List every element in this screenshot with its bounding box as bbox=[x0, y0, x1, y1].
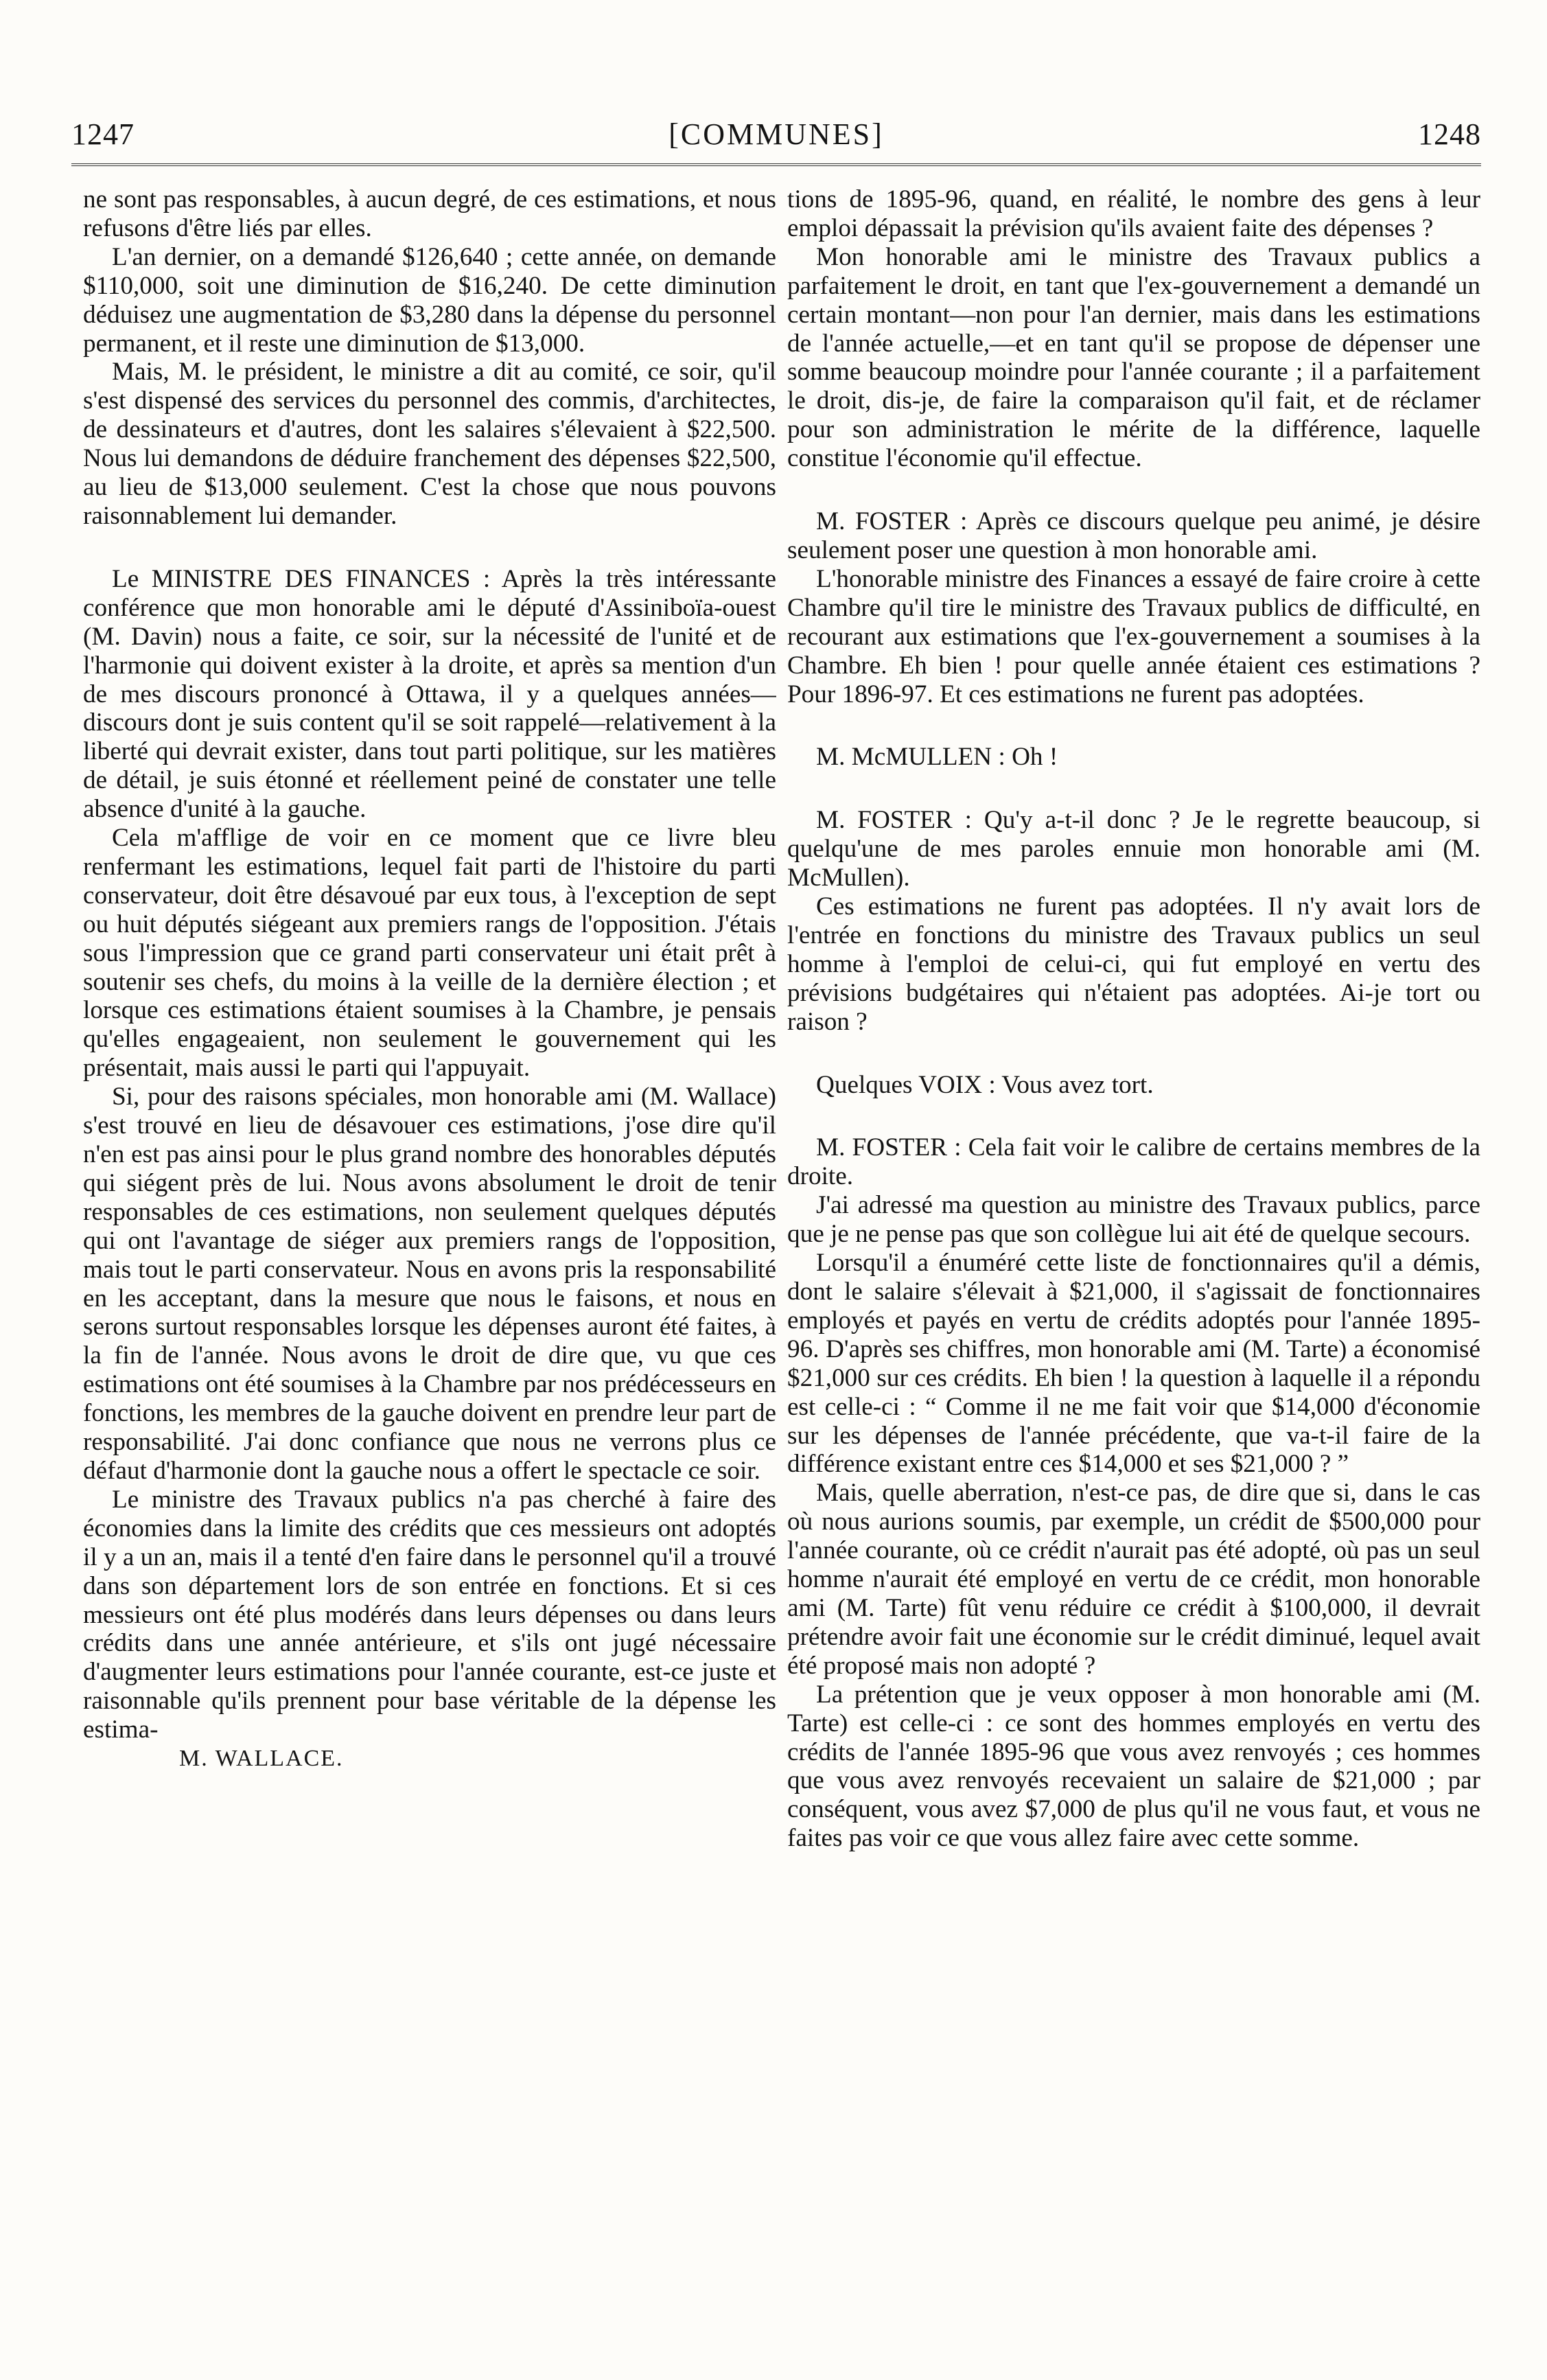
paragraph: La prétention que je veux opposer à mon honorable ami (M. Tarte) est celle-ci : ce sont des hommes employés en vertu des crédits de l'année 1895-96 que vous avez renvoyés ; ces hommes que vous avez renvoyés recevaient un salaire de $21,000 ; par conséquent, vous avez $7,000 de plus qu'il ne vous faut, et vous ne faites pas voir ce que vous allez faire avec cette somme. bbox=[787, 1680, 1480, 1853]
paragraph: M. McMULLEN : Oh ! bbox=[816, 743, 1058, 772]
paragraph: J'ai adressé ma question au ministre des Travaux publics, parce que je ne pense pas que son collègue lui ait été de quelque secours. bbox=[787, 1191, 1480, 1249]
paragraph: M. FOSTER : Cela fait voir le calibre de certains membres de la droite. bbox=[787, 1133, 1480, 1191]
paragraph: Quelques VOIX : Vous avez tort. bbox=[816, 1070, 1154, 1099]
paragraph: Ces estimations ne furent pas adoptées. Il n'y avait lors de l'entrée en fonctions du ministre des Travaux publics un seul homme à l'emploi de celui-ci, qui fut employé en vertu des prévisions budgétaires qui n'étaient pas adoptées. Ai-je tort ou raison ? bbox=[787, 892, 1480, 1036]
header-rule bbox=[71, 163, 1481, 166]
paragraph: Mon honorable ami le ministre des Travaux publics a parfaitement le droit, en tant que l'ex-gouvernement a demandé un certain montant—non pour l'an dernier, mais dans les estimations de l'année actuelle,—et en tant qu'il se propose de dépenser une somme beaucoup moindre pour l'année courante ; il a parfaitement le droit, dis-je, de faire la comparaison qu'il fait, et de réclamer pour son administration le mérite de la différence, laquelle constitue l'économie qu'il effectue. bbox=[787, 242, 1480, 473]
paragraph: Mais, M. le président, le ministre a dit au comité, ce soir, qu'il s'est dispensé des services du personnel des commis, d'architectes, de dessinateurs et d'autres, dont les salaires s'élevaient à $22,500. Nous lui demandons de déduire franchement des dépenses $22,500, au lieu de $13,000 seulement. C'est la chose que nous pouvons raisonnablement lui demander. bbox=[83, 358, 776, 530]
right-column bbox=[787, 185, 1480, 2341]
paragraph: Cela m'afflige de voir en ce moment que ce livre bleu renfermant les estimations, lequel fait parti de l'histoire du parti conservateur, doit être désavoué par eux tous, à l'exception de sept ou huit députés siégeant aux premiers rangs de l'opposition. J'étais sous l'impression que ce grand parti conservateur uni était prêt à soutenir ses chefs, du moins à la veille de la dernière élection ; et lorsque ces estimations étaient soumises à la Chambre, je pensais qu'elles engageaient, non seulement le gouvernement qui les présentait, mais aussi le parti qui l'appuyait. bbox=[83, 824, 776, 1083]
left-column bbox=[83, 185, 776, 2341]
paragraph: ne sont pas responsables, à aucun degré, de ces estimations, et nous refusons d'être liés par elles. bbox=[83, 185, 776, 242]
paragraph: Le ministre des Travaux publics n'a pas cherché à faire des économies dans la limite des crédits que ces messieurs ont adoptés il y a un an, mais il a tenté d'en faire dans le personnel qu'il a trouvé dans son département lors de son entrée en fonctions. Et si ces messieurs ont été plus modérés dans leurs dépenses ou dans leurs crédits dans une année antérieure, et s'ils ont jugé nécessaire d'augmenter leurs estimations pour l'année courante, est-ce juste et raisonnable qu'ils prennent pour base véritable de la dépense les estima- bbox=[83, 1485, 776, 1744]
section-title: [COMMUNES] bbox=[668, 117, 884, 151]
paragraph: L'an dernier, on a demandé $126,640 ; cette année, on demande $110,000, soit une diminution de $16,240. De cette diminution déduisez une augmentation de $3,280 dans la dépense du personnel permanent, et il reste une diminution de $13,000. bbox=[83, 242, 776, 358]
page-number-left: 1247 bbox=[71, 117, 135, 151]
speaker-signature: M. WALLACE. bbox=[179, 1746, 344, 1772]
page-number-right: 1248 bbox=[1418, 117, 1481, 151]
paragraph: L'honorable ministre des Finances a essayé de faire croire à cette Chambre qu'il tire le ministre des Travaux publics de difficulté, en recourant aux estimations que l'ex-gouvernement a soumises à la Chambre. Eh bien ! pour quelle année étaient ces estimations ? Pour 1896-97. Et ces estimations ne furent pas adoptées. bbox=[787, 564, 1480, 708]
paragraph: tions de 1895-96, quand, en réalité, le nombre des gens à leur emploi dépassait la prévision qu'ils avaient faite des dépenses ? bbox=[787, 185, 1480, 242]
page-header bbox=[71, 117, 1481, 158]
paragraph: Le MINISTRE DES FINANCES : Après la très intéressante conférence que mon honorable ami le député d'Assiniboïa-ouest (M. Davin) nous a faite, ce soir, sur la nécessité de l'unité et de l'harmonie qui doivent exister à la droite, et après sa mention d'un de mes discours prononcé à Ottawa, il y a quelques années—discours dont je suis content qu'il se soit rappelé—relativement à la liberté qui devrait exister, dans tout parti politique, sur les matières de détail, je suis étonné et réellement peiné de constater une telle absence d'unité à la gauche. bbox=[83, 564, 776, 824]
paragraph: Mais, quelle aberration, n'est-ce pas, de dire que si, dans le cas où nous aurions soumis, par exemple, un crédit de $500,000 pour l'année courante, où ce crédit n'aurait pas été adopté, où pas un seul homme n'aurait été employé en vertu de ce crédit, mon honorable ami (M. Tarte) fût venu réduire ce crédit à $100,000, il devrait prétendre avoir fait une économie sur le crédit diminué, lequel avait été proposé mais non adopté ? bbox=[787, 1479, 1480, 1680]
paragraph: Si, pour des raisons spéciales, mon honorable ami (M. Wallace) s'est trouvé en lieu de désavouer ces estimations, j'ose dire qu'il n'en est pas ainsi pour le plus grand nombre des honorables députés qui siégent près de lui. Nous avons absolument le droit de tenir responsables de ces estimations, non seulement quelques députés qui ont l'avantage de siéger aux premiers rangs de l'opposition, mais tout le parti conservateur. Nous en avons pris la responsabilité en les acceptant, dans la mesure que nous le faisons, et nous en serons surtout responsables lorsque les dépenses auront été faites, à la fin de l'année. Nous avons le droit de dire que, vu que ces estimations ont été soumises à la Chambre par nos prédécesseurs en fonctions, les membres de la gauche doivent en prendre leur part de responsabilité. J'ai donc confiance que nous ne verrons plus ce défaut d'harmonie dont la gauche nous a offert le spectacle ce soir. bbox=[83, 1083, 776, 1485]
paragraph: Lorsqu'il a énuméré cette liste de fonctionnaires qu'il a démis, dont le salaire s'élevait à $21,000, il s'agissait de fonctionnaires employés et payés en vertu de crédits adoptés pour l'année 1895-96. D'après ses chiffres, mon honorable ami (M. Tarte) a économisé $21,000 sur ces crédits. Eh bien ! la question à laquelle il a répondu est celle-ci : “ Comme il ne me fait voir que $14,000 d'économie sur les dépenses de l'année précédente, que va-t-il faire de la différence existant entre ces $14,000 et ses $21,000 ? ” bbox=[787, 1249, 1480, 1479]
paragraph: M. FOSTER : Après ce discours quelque peu animé, je désire seulement poser une question à mon honorable ami. bbox=[787, 507, 1480, 564]
paragraph: M. FOSTER : Qu'y a-t-il donc ? Je le regrette beaucoup, si quelqu'une de mes paroles ennuie mon honorable ami (M. McMullen). bbox=[787, 806, 1480, 892]
